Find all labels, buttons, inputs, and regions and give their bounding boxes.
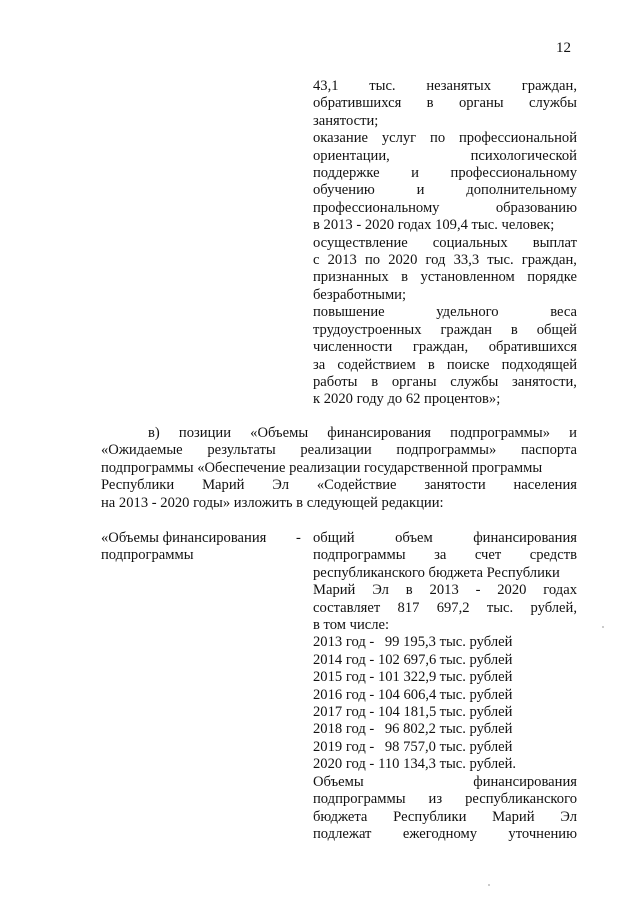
yearly-amounts-list (313, 634, 577, 773)
word: на 2013 - 2020 годы» изложить в следующей редакции: (101, 494, 444, 511)
word: поддержке (313, 165, 380, 182)
word: населения (513, 477, 577, 494)
word: счет (474, 547, 502, 564)
word: по (430, 130, 446, 147)
note-line (313, 791, 577, 808)
word: и (411, 165, 419, 182)
amount-value: 96 802,2 (384, 721, 436, 738)
list-line (313, 95, 577, 112)
financing-line (313, 582, 577, 599)
word: Республики (393, 808, 467, 825)
list-line (313, 217, 577, 234)
word: рублей, (530, 599, 577, 616)
word: в) позиции (148, 425, 232, 441)
word: порядке (527, 269, 578, 286)
word: в (371, 373, 379, 390)
word: профессиональной (458, 130, 578, 147)
list-line (313, 130, 577, 147)
expected-results-list (313, 78, 577, 409)
word: занятости (424, 477, 486, 494)
word: общей (536, 321, 577, 338)
word: обратившихся (488, 339, 577, 356)
word: службы (528, 95, 577, 112)
scan-speck (602, 626, 604, 628)
word: республиканского бюджета Республики (313, 564, 560, 581)
yearly-amount-row (313, 687, 577, 704)
scan-speck (488, 884, 490, 886)
word: 2013 (327, 252, 357, 269)
list-line (313, 391, 577, 408)
paragraph-line (101, 477, 577, 494)
paragraph-line (101, 460, 577, 477)
word: год (425, 252, 446, 269)
list-line (313, 200, 577, 217)
page-number: 12 (556, 40, 571, 56)
list-line (313, 148, 577, 165)
word: услуг (381, 130, 417, 147)
word: подпрограммы» (450, 425, 551, 441)
list-line (313, 339, 577, 356)
paragraph-line (101, 442, 577, 459)
word: 33,3 тыс. (453, 252, 514, 269)
list-line (313, 374, 577, 391)
year-label: 2016 год - (313, 686, 375, 703)
word: безработными; (313, 286, 407, 303)
word: занятости, (512, 373, 577, 390)
word: за (313, 356, 326, 373)
yearly-amount-row (313, 756, 577, 773)
word: в (427, 356, 435, 373)
financing-description (313, 530, 577, 843)
word: социальных (432, 234, 508, 251)
word: ежегодному (402, 825, 477, 842)
yearly-amount-row (313, 669, 577, 686)
word: финансирования (327, 425, 432, 441)
list-line (313, 357, 577, 374)
paragraph-line (101, 425, 577, 442)
amount-unit: тыс. рублей (439, 704, 513, 721)
word: повышение (313, 304, 385, 321)
yearly-amount-row (313, 652, 577, 669)
list-line (313, 235, 577, 252)
year-label: 2013 год - (313, 634, 375, 651)
word: работы (313, 373, 358, 390)
financing-line (313, 600, 577, 617)
financing-line (313, 565, 577, 582)
amount-value: 104 181,5 (377, 704, 437, 721)
word: профессиональному (450, 165, 577, 182)
word: финансирования (473, 773, 577, 790)
word: «Содействие (316, 477, 397, 494)
word: в (405, 582, 413, 599)
word: осуществление (313, 234, 408, 251)
year-label: 2017 год - (313, 704, 375, 721)
amount-value: 110 134,3 (378, 756, 436, 773)
word: граждан, (521, 252, 577, 269)
word: годах (543, 582, 577, 599)
word: психологической (470, 147, 577, 164)
label-line: «Объемы финансирования (101, 530, 267, 546)
word: в 2013 - 2020 годах 109,4 тыс. человек; (313, 217, 555, 234)
list-line (313, 252, 577, 269)
word: за (434, 547, 447, 564)
word: профессиональному (313, 199, 440, 216)
word: образованию (495, 199, 577, 216)
word: оказание (313, 130, 368, 147)
list-line (313, 113, 577, 130)
word: результаты (207, 442, 276, 459)
word: 43,1 тыс. (313, 78, 396, 94)
amount-value: 102 697,6 (377, 651, 437, 668)
list-line (313, 287, 577, 304)
word: граждан, (412, 339, 469, 356)
word: из (428, 791, 443, 808)
yearly-amount-row (313, 721, 577, 738)
yearly-amount-row (313, 739, 577, 756)
word: 2020 (388, 252, 418, 269)
word: к 2020 году до 62 процентов»; (313, 391, 501, 408)
word: и (416, 182, 425, 199)
amount-value: 98 757,0 (384, 738, 436, 755)
word: Марий (313, 582, 356, 599)
amount-unit: тыс. рублей (439, 669, 513, 686)
word: и (569, 425, 577, 441)
year-label: 2018 год - (313, 721, 375, 738)
list-line (313, 182, 577, 199)
word: реализации (300, 442, 372, 459)
word: Марий (492, 808, 535, 825)
word: подпрограммы» (396, 442, 497, 459)
word: Республики (101, 477, 175, 494)
amount-unit: тыс. рублей (439, 651, 513, 668)
word: в (426, 95, 434, 112)
word: объем (395, 530, 433, 546)
word: с (313, 252, 320, 269)
word: ориентации, (313, 147, 390, 164)
word: трудоустроенных (313, 321, 422, 338)
year-label: 2020 год - (313, 756, 375, 773)
amount-value: 101 322,9 (377, 669, 437, 686)
yearly-amount-row (313, 704, 577, 721)
list-line (313, 322, 577, 339)
financing-note (313, 774, 577, 844)
word: в (510, 321, 518, 338)
word: Эл (272, 477, 290, 494)
word: установленном (420, 269, 515, 286)
word: содействием (337, 356, 416, 373)
word: признанных (313, 269, 389, 286)
word: дополнительному (466, 182, 577, 199)
amount-unit: тыс. рублей (439, 686, 513, 703)
amount-unit: тыс. рублей (439, 738, 513, 755)
word: Эл (372, 582, 389, 599)
word: службы (450, 373, 499, 390)
word: граждан (440, 321, 492, 338)
word: «Ожидаемые (101, 442, 183, 459)
word: уточнению (508, 825, 577, 842)
word: занятости; (313, 112, 379, 129)
label-line: подпрограммы (101, 547, 194, 564)
amendment-instruction-paragraph (101, 425, 577, 512)
word: органы (391, 373, 437, 390)
yearly-amount-row (313, 634, 577, 651)
word: органы (458, 95, 504, 112)
financing-line (313, 547, 577, 564)
word: граждан, (521, 78, 577, 94)
word: численности (313, 339, 393, 356)
financing-line (313, 530, 577, 547)
word: подлежат (313, 825, 372, 842)
list-line (313, 78, 577, 95)
word: паспорта (521, 442, 578, 459)
word: подпрограммы (313, 791, 406, 808)
word: «Объемы (250, 425, 309, 441)
word: обучению (313, 182, 375, 199)
word: общий (313, 530, 355, 546)
amount-value: 104 606,4 (377, 686, 437, 703)
word: выплат (532, 234, 577, 251)
word: веса (550, 304, 577, 321)
word: республиканского (465, 791, 577, 808)
word: незанятых (426, 78, 492, 94)
list-line (313, 304, 577, 321)
amount-unit: тыс. рублей (439, 721, 513, 738)
word: бюджета (313, 808, 368, 825)
financing-volume-label (101, 530, 311, 565)
word: средств (529, 547, 577, 564)
amount-unit: тыс. рублей (439, 634, 513, 651)
word: удельного (436, 304, 499, 321)
amount-value: 99 195,3 (384, 634, 436, 651)
word: подпрограммы «Обеспечение реализации государственной программы (101, 459, 543, 476)
list-line (313, 269, 577, 286)
word: Объемы (313, 773, 364, 790)
year-label: 2015 год - (313, 669, 375, 686)
year-label: 2019 год - (313, 738, 375, 755)
word: подпрограммы (313, 547, 406, 564)
note-line (313, 774, 577, 791)
note-line (313, 809, 577, 826)
word: по (364, 252, 381, 269)
word: поиске (446, 356, 490, 373)
word: обратившихся (313, 95, 402, 112)
word: тыс. (486, 599, 514, 616)
label-dash: - (296, 530, 301, 546)
paragraph-line (101, 495, 577, 512)
year-label: 2014 год - (313, 651, 375, 668)
word: в (401, 269, 409, 286)
amount-unit: тыс. рублей. (439, 756, 517, 773)
word: в том числе: (313, 617, 390, 634)
word: финансирования (473, 530, 577, 546)
list-line (313, 165, 577, 182)
word: подходящей (501, 356, 578, 373)
financing-summary (313, 530, 577, 634)
financing-line (313, 617, 577, 634)
word: Эл (560, 808, 577, 825)
word: 817 697,2 (397, 599, 470, 616)
word: 2013 - 2020 (429, 582, 527, 599)
note-line (313, 826, 577, 843)
word: Марий (202, 477, 245, 494)
word: составляет (313, 599, 381, 616)
